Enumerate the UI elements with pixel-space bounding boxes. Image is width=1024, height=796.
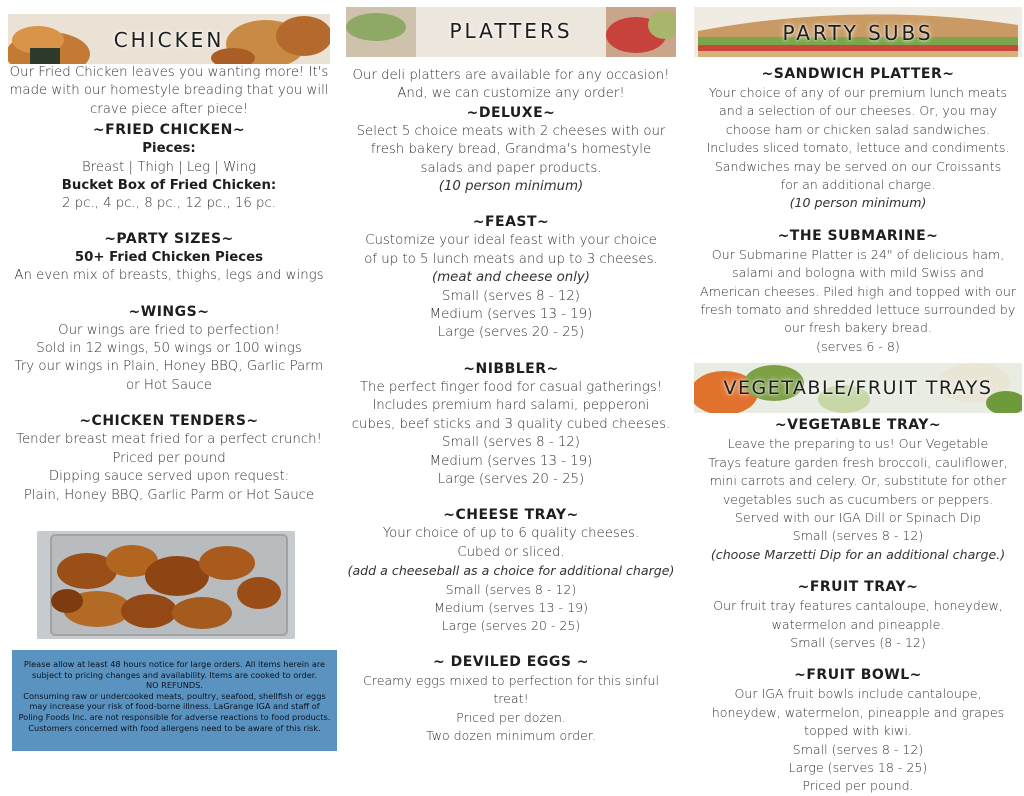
- notice-line: NO REFUNDS.: [146, 680, 203, 691]
- vegetable-line: Leave the preparing to us! Our Vegetable: [727, 436, 989, 452]
- party-sizes-section: [8, 230, 330, 286]
- fruit-bowl-line: Our IGA fruit bowls include cantaloupe,: [734, 686, 982, 702]
- chicken-banner-title: CHICKEN: [113, 28, 225, 52]
- submarine-line: American cheeses. Piled high and topped with our: [700, 283, 1016, 299]
- nibbler-size: Small (serves 8 - 12): [442, 435, 580, 451]
- vegetable-line: vegetables such as cucumbers or peppers.: [722, 491, 994, 507]
- eggs-line: Two dozen minimum order.: [426, 727, 596, 743]
- feast-size: Large (serves 20 - 25): [437, 325, 585, 341]
- fried-chicken-heading: ~FRIED CHICKEN~: [92, 122, 246, 139]
- deviled-eggs-section: [346, 653, 676, 746]
- sandwich-platter-section: [694, 65, 1022, 213]
- submarine-line: fresh tomato and shredded lettuce surrounded by: [700, 302, 1016, 318]
- sandwich-line: and a selection of our cheeses. Or, you may: [719, 103, 997, 119]
- deluxe-line: salads and paper products.: [420, 160, 602, 176]
- fruit-bowl-line: topped with kiwi.: [804, 723, 912, 739]
- notice-line: Poling Foods Inc. are not responsible for adverse reactions to food products.: [18, 711, 331, 722]
- fruit-bowl-line: Priced per pound.: [802, 778, 914, 794]
- feast-note: (meat and cheese only): [432, 270, 590, 286]
- cheese-size: Medium (serves 13 - 19): [433, 599, 589, 615]
- sandwich-line: for an additional charge.: [780, 177, 936, 193]
- intro-line: Our deli platters are available for any occasion!: [352, 68, 670, 83]
- submarine-line: salami and bologna with mild Swiss and: [732, 265, 984, 281]
- wings-heading: ~WINGS~: [128, 303, 210, 320]
- vegetable-tray-heading: ~VEGETABLE TRAY~: [774, 417, 942, 434]
- sandwich-line: Your choice of any of our premium lunch meats: [708, 85, 1008, 100]
- nibbler-section: [346, 360, 676, 489]
- fruit-tray-line: Small (serves (8 - 12): [790, 634, 926, 650]
- platters-banner: [346, 7, 676, 57]
- vegetable-line: mini carrots and celery. Or, substitute for other: [709, 473, 1007, 489]
- deluxe-line: Select 5 choice meats with 2 cheeses with our: [356, 123, 666, 139]
- cheese-note: (add a cheeseball as a choice for additional charge): [347, 563, 675, 579]
- sandwich-line: Sandwiches may be served on our Croissants: [714, 158, 1002, 174]
- fruit-tray-heading: ~FRUIT TRAY~: [797, 579, 919, 596]
- fruit-bowl-section: [694, 666, 1022, 795]
- pieces-label: Pieces:: [142, 141, 196, 157]
- notice-line: Please allow at least 48 hours notice for large orders. All items herein are: [23, 659, 326, 669]
- platters-intro: [346, 67, 676, 104]
- submarine-section: [694, 227, 1022, 356]
- chicken-column: [8, 0, 330, 505]
- wings-line: Our wings are fried to perfection!: [58, 322, 280, 338]
- submarine-heading: ~THE SUBMARINE~: [777, 227, 939, 244]
- chicken-tenders-section: [8, 412, 330, 505]
- wings-tray-image: [37, 531, 295, 639]
- cheese-size: Large (serves 20 - 25): [441, 618, 581, 634]
- feast-line: Customize your ideal feast with your choice: [365, 233, 657, 249]
- chicken-intro: [8, 64, 330, 119]
- intro-line: And, we can customize any order!: [397, 86, 625, 102]
- notice-line: Customers concerned with food allergens need to be aware of this risk.: [28, 722, 321, 733]
- deluxe-heading: ~DELUXE~: [466, 104, 556, 121]
- feast-heading: ~FEAST~: [472, 214, 550, 231]
- submarine-line: (serves 6 - 8): [816, 338, 900, 354]
- cheese-line: Cubed or sliced.: [457, 544, 565, 560]
- deluxe-line: fresh bakery bread, Grandma's homestyle: [370, 142, 652, 158]
- tenders-line: Tender breast meat fried for a perfect crunch!: [16, 432, 322, 448]
- nibbler-size: Large (serves 20 - 25): [437, 471, 585, 487]
- fruit-tray-line: watermelon and pineapple.: [771, 616, 945, 632]
- sandwich-line: Includes sliced tomato, lettuce and condiments.: [706, 140, 1010, 156]
- notice-line: subject to pricing changes and availability. Items are cooked to order.: [32, 669, 317, 680]
- fruit-bowl-line: Large (serves 18 - 25): [788, 759, 928, 775]
- tenders-line: Dipping sauce served upon request:: [48, 469, 290, 485]
- deviled-eggs-heading: ~ DEVILED EGGS ~: [432, 653, 590, 670]
- fruit-bowl-line: honeydew, watermelon, pineapple and grapes: [711, 704, 1005, 720]
- vegetable-line: Served with our IGA Dill or Spinach Dip: [734, 509, 982, 525]
- feast-line: of up to 5 lunch meats and up to 3 cheeses.: [364, 251, 658, 267]
- vegetable-line: Trays feature garden fresh broccoli, cauliflower,: [708, 454, 1008, 470]
- bucket-label: Bucket Box of Fried Chicken:: [61, 178, 277, 194]
- wings-line: Sold in 12 wings, 50 wings or 100 wings: [36, 341, 302, 357]
- nibbler-heading: ~NIBBLER~: [463, 360, 559, 377]
- tenders-line: Plain, Honey BBQ, Garlic Parm or Hot Sauce: [23, 487, 315, 503]
- tenders-line: Priced per pound: [112, 450, 226, 466]
- eggs-line: Creamy eggs mixed to perfection for this sinful treat!: [363, 672, 659, 707]
- wings-tray-photo: [37, 531, 295, 639]
- platters-column: [346, 0, 676, 745]
- vegetable-line: Small (serves 8 - 12): [792, 528, 924, 544]
- cheese-tray-section: [346, 506, 676, 635]
- platters-banner-title: PLATTERS: [449, 19, 573, 43]
- nibbler-line: cubes, beef sticks and 3 quality cubed cheeses.: [351, 416, 671, 432]
- party-subs-banner: [694, 7, 1022, 57]
- order-notice: [12, 650, 337, 751]
- party-sizes-text: An even mix of breasts, thighs, legs and wings: [14, 268, 324, 284]
- eggs-line: Priced per dozen.: [456, 709, 566, 725]
- subs-trays-column: [694, 0, 1022, 796]
- party-sizes-heading: ~PARTY SIZES~: [104, 230, 234, 247]
- vegetable-tray-section: [694, 416, 1022, 564]
- notice-line: Consuming raw or undercooked meats, poultry, seafood, shellfish or eggs: [23, 690, 326, 701]
- nibbler-line: Includes premium hard salami, pepperoni: [372, 398, 650, 414]
- submarine-line: our fresh bakery bread.: [784, 320, 932, 336]
- feast-section: [346, 213, 676, 342]
- feast-size: Small (serves 8 - 12): [442, 288, 580, 304]
- fruit-bowl-heading: ~FRUIT BOWL~: [794, 667, 922, 684]
- pieces-list: Breast | Thigh | Leg | Wing: [81, 159, 257, 175]
- sandwich-note: (10 person minimum): [789, 195, 927, 211]
- intro-line: made with our homestyle breading that you will: [9, 83, 329, 99]
- vegetable-fruit-banner: [694, 363, 1022, 413]
- vegetable-note: (choose Marzetti Dip for an additional charge.): [710, 546, 1006, 562]
- deluxe-section: [346, 104, 676, 197]
- fruit-tray-line: Our fruit tray features cantaloupe, honeydew,: [713, 598, 1003, 614]
- fruit-bowl-line: Small (serves 8 - 12): [792, 741, 924, 757]
- cheese-tray-heading: ~CHEESE TRAY~: [443, 507, 579, 524]
- nibbler-size: Medium (serves 13 - 19): [429, 453, 593, 469]
- intro-line: Our Fried Chicken leaves you wanting more! It's: [9, 65, 329, 80]
- notice-line: may increase your risk of food-borne illness. LaGrange IGA and staff of: [29, 701, 320, 712]
- deluxe-note: (10 person minimum): [438, 179, 584, 195]
- bucket-sizes: 2 pc., 4 pc., 8 pc., 12 pc., 16 pc.: [61, 196, 277, 212]
- party-subs-banner-title: PARTY SUBS: [782, 21, 934, 45]
- sandwich-platter-heading: ~SANDWICH PLATTER~: [761, 66, 955, 82]
- intro-line: crave piece after piece!: [89, 101, 249, 117]
- wings-section: [8, 303, 330, 396]
- cheese-size: Small (serves 8 - 12): [445, 581, 577, 597]
- wings-line: Try our wings in Plain, Honey BBQ, Garlic Parm: [14, 359, 324, 375]
- submarine-line: Our Submarine Platter is 24" of delicious ham,: [711, 246, 1005, 262]
- feast-size: Medium (serves 13 - 19): [429, 307, 593, 323]
- wings-line: or Hot Sauce: [126, 377, 212, 393]
- vegetable-fruit-banner-title: VEGETABLE/FRUIT TRAYS: [723, 377, 993, 400]
- sandwich-line: choose ham or chicken salad sandwiches.: [725, 121, 991, 137]
- cheese-line: Your choice of up to 6 quality cheeses.: [382, 526, 640, 542]
- fruit-tray-section: [694, 578, 1022, 652]
- chicken-banner: [8, 14, 330, 64]
- party-sizes-label: 50+ Fried Chicken Pieces: [74, 249, 264, 265]
- fried-chicken-section: [8, 121, 330, 214]
- nibbler-line: The perfect finger food for casual gatherings!: [359, 379, 663, 395]
- chicken-tenders-heading: ~CHICKEN TENDERS~: [79, 413, 259, 430]
